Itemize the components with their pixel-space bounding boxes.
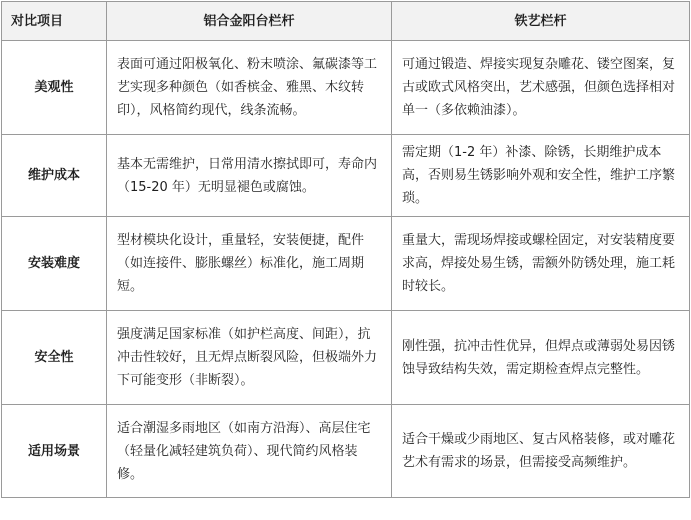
aluminum-cell: 强度满足国家标准（如护栏高度、间距），抗冲击性较好，且无焊点断裂风险，但极端外力下可能变形（非断裂）。 — [107, 311, 392, 405]
row-label: 适用场景 — [2, 405, 107, 498]
table-row-aesthetics — [2, 41, 690, 135]
row-label: 安装难度 — [2, 217, 107, 311]
table-row-usage — [2, 405, 690, 498]
comparison-table — [1, 1, 690, 498]
aluminum-cell: 基本无需维护，日常用清水擦拭即可，寿命内（15-20 年）无明显褪色或腐蚀。 — [107, 135, 392, 217]
aluminum-cell: 适合潮湿多雨地区（如南方沿海）、高层住宅（轻量化减轻建筑负荷）、现代简约风格装修。 — [107, 405, 392, 498]
iron-cell: 可通过锻造、焊接实现复杂雕花、镂空图案，复古或欧式风格突出，艺术感强，但颜色选择相对单一（多依赖油漆）。 — [392, 41, 690, 135]
table-header — [2, 2, 690, 41]
aluminum-cell: 型材模块化设计，重量轻，安装便捷，配件（如连接件、膨胀螺丝）标准化，施工周期短。 — [107, 217, 392, 311]
header-row — [2, 2, 690, 41]
iron-cell: 适合干燥或少雨地区、复古风格装修，或对雕花艺术有需求的场景，但需接受高频维护。 — [392, 405, 690, 498]
header-compare-item: 对比项目 — [2, 2, 107, 41]
table-row-safety — [2, 311, 690, 405]
iron-cell: 需定期（1-2 年）补漆、除锈，长期维护成本高，否则易生锈影响外观和安全性，维护工序繁琐。 — [392, 135, 690, 217]
header-iron-railing: 铁艺栏杆 — [392, 2, 690, 41]
table-body — [2, 41, 690, 498]
row-label: 安全性 — [2, 311, 107, 405]
header-aluminum-railing: 铝合金阳台栏杆 — [107, 2, 392, 41]
iron-cell: 刚性强，抗冲击性优异，但焊点或薄弱处易因锈蚀导致结构失效，需定期检查焊点完整性。 — [392, 311, 690, 405]
aluminum-cell: 表面可通过阳极氧化、粉末喷涂、氟碳漆等工艺实现多种颜色（如香槟金、雅黑、木纹转印），风格简约现代，线条流畅。 — [107, 41, 392, 135]
table-row-maintenance — [2, 135, 690, 217]
iron-cell: 重量大，需现场焊接或螺栓固定，对安装精度要求高，焊接处易生锈，需额外防锈处理，施工耗时较长。 — [392, 217, 690, 311]
table-row-installation — [2, 217, 690, 311]
row-label: 维护成本 — [2, 135, 107, 217]
row-label: 美观性 — [2, 41, 107, 135]
